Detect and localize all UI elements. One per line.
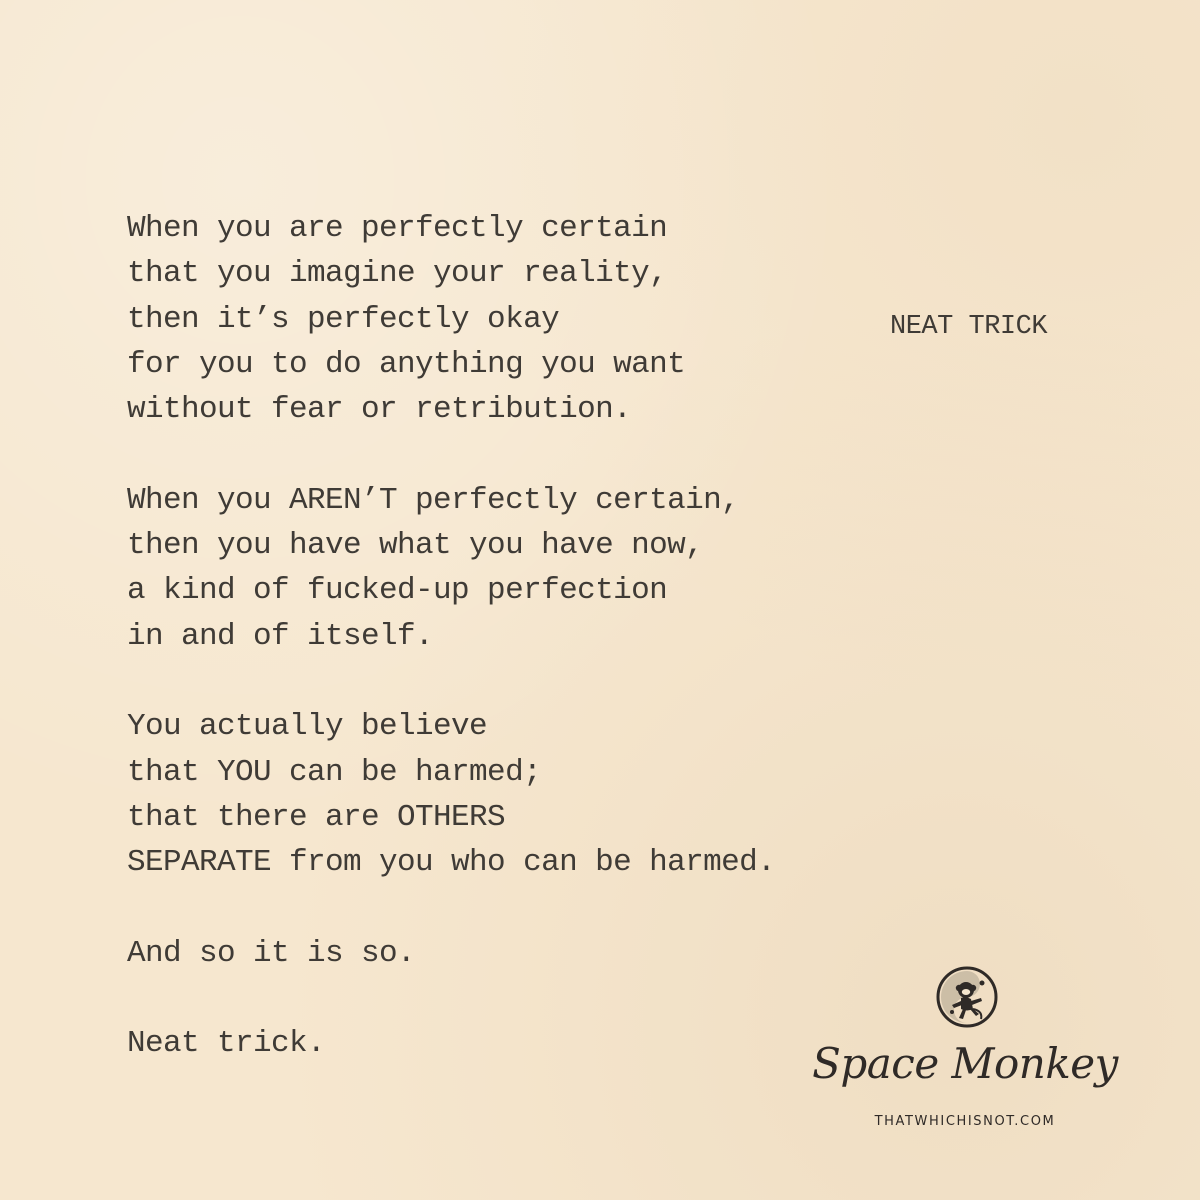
poem-line: SEPARATE from you who can be harmed. [127,845,776,881]
poem-line: that there are OTHERS [127,799,506,835]
space-monkey-emblem-icon [935,965,999,1029]
poem-line: then you have what you have now, [127,528,704,564]
poem-line: without fear or retribution. [127,392,632,428]
poem-line: in and of itself. [127,618,434,654]
poem-line: then it’s perfectly okay [127,301,560,337]
stanza [127,1021,847,1066]
poem-line: When you AREN’T perfectly certain, [127,482,740,518]
brand-name: Space Monkey [812,1039,1118,1088]
poem-line: You actually believe [127,709,488,745]
poem-line: for you to do anything you want [127,346,686,382]
poem [127,206,847,1067]
poem-line: Neat trick. [127,1026,326,1062]
stanza [127,931,847,976]
poem-title: NEAT TRICK [890,312,1048,342]
stanza [127,206,847,432]
poem-line: a kind of fucked-up perfection [127,573,668,609]
stanza [127,478,847,659]
stanza [127,704,847,885]
brand-url[interactable]: THATWHICHISNOT.COM [874,1114,1056,1129]
poem-line: And so it is so. [127,935,416,971]
poem-line: that you imagine your reality, [127,256,668,292]
brand-logo[interactable] [810,965,1120,1135]
poem-line: that YOU can be harmed; [127,754,542,790]
poem-line: When you are perfectly certain [127,211,668,246]
